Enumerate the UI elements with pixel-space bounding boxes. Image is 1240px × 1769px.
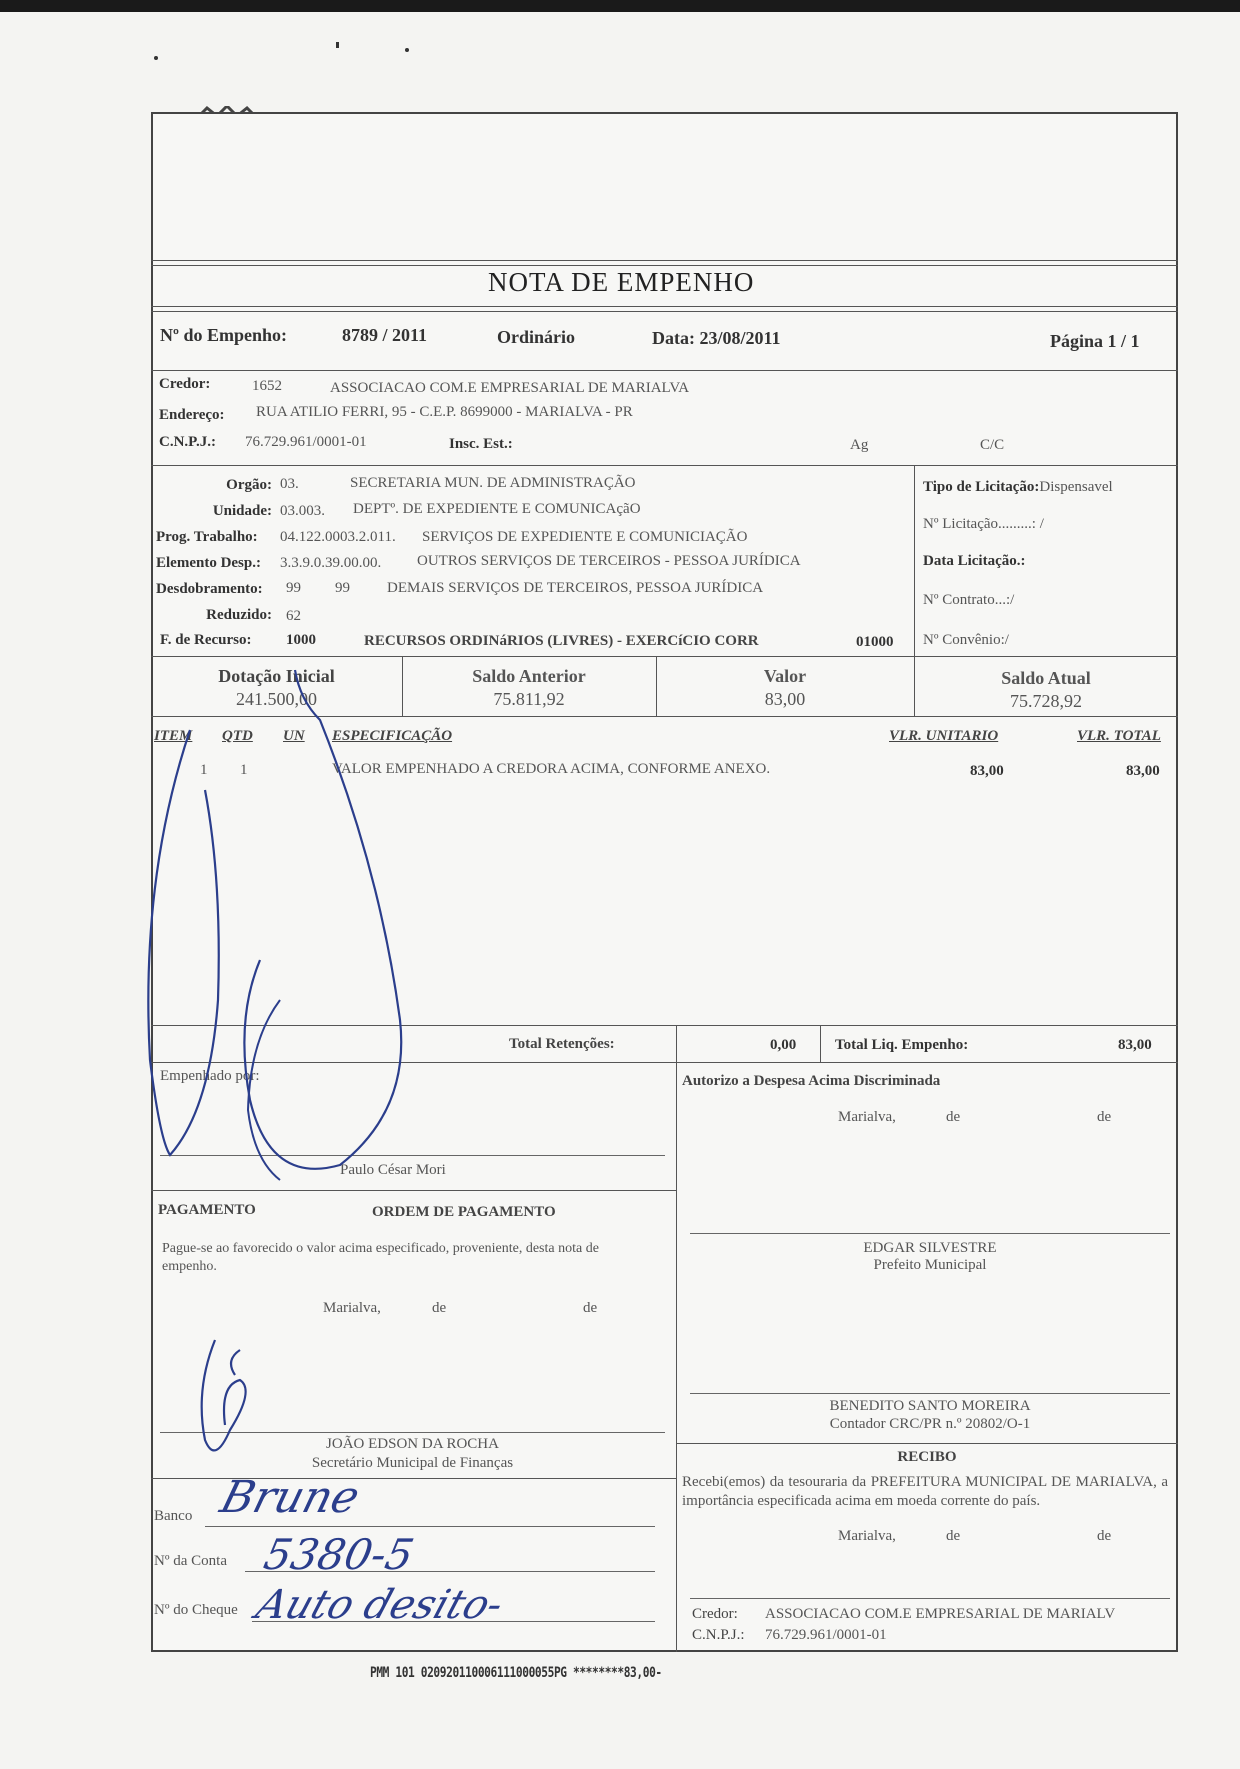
unidade-code: 03.003.: [280, 503, 325, 519]
fonte-name: RECURSOS ORDINáRIOS (LIVRES) - EXERCíCIO CORR: [364, 633, 759, 649]
secretary-title: Secretário Municipal de Finanças: [311, 1455, 514, 1471]
recibo-de2: de: [1097, 1528, 1112, 1544]
col-vlr-total: VLR. TOTAL: [1077, 728, 1161, 744]
secretary-signature: [185, 1330, 305, 1470]
orgao-code: 03.: [280, 476, 299, 492]
divider: [820, 1025, 821, 1062]
prog-label: Prog. Trabalho:: [156, 529, 258, 545]
valor-value: 83,00: [764, 689, 806, 709]
pagamento-de1: de: [432, 1300, 447, 1316]
stray-mark: [336, 42, 339, 48]
unidade-label: Unidade:: [212, 503, 272, 519]
signature-line: [690, 1393, 1170, 1394]
divider: [151, 265, 1178, 266]
divider: [676, 1443, 1178, 1444]
divider: [151, 306, 1178, 307]
mayor-title: Prefeito Municipal: [873, 1257, 987, 1273]
recibo-cnpj: 76.729.961/0001-01: [765, 1627, 887, 1643]
credor-code: 1652: [252, 378, 282, 394]
empenho-number: 8789 / 2011: [342, 325, 428, 345]
empenho-number-label: Nº do Empenho:: [160, 325, 287, 345]
signature-line: [690, 1233, 1170, 1234]
secretary-name: JOÃO EDSON DA ROCHA: [326, 1436, 499, 1452]
empenhado-label: Empenhado por:: [160, 1068, 260, 1084]
cheque-value: Auto desito-: [250, 1582, 510, 1628]
prog-name: SERVIÇOS DE EXPEDIENTE E COMUNICIAÇÃO: [422, 529, 748, 545]
divider: [676, 1025, 677, 1652]
credor-label: Credor:: [159, 376, 211, 392]
credor-name: ASSOCIACAO COM.E EMPRESARIAL DE MARIALVA: [330, 380, 690, 396]
fonte-code: 1000: [286, 632, 316, 648]
banco-value: Brune: [215, 1472, 365, 1523]
desdobramento-code2: 99: [335, 580, 350, 596]
elemento-label: Elemento Desp.:: [156, 555, 261, 571]
prog-code: 04.122.0003.2.011.: [280, 529, 396, 545]
credor-address: RUA ATILIO FERRI, 95 - C.E.P. 8699000 - MARIALVA - PR: [256, 404, 633, 420]
orgao-label: Orgão:: [226, 477, 272, 493]
signature-line: [690, 1598, 1170, 1599]
pagamento-city: Marialva,: [323, 1300, 381, 1316]
elemento-code: 3.3.9.0.39.00.00.: [280, 555, 382, 571]
col-especificacao: ESPECIFICAÇÃO: [332, 728, 453, 744]
elemento-name: OUTROS SERVIÇOS DE TERCEIROS - PESSOA JURÍDICA: [417, 553, 801, 569]
saldo-atual-value: 75.728,92: [1010, 691, 1082, 711]
total-retencoes-value: 0,00: [770, 1037, 797, 1053]
fonte-label: F. de Recurso:: [160, 632, 252, 648]
row-vlr-unitario: 83,00: [970, 763, 1004, 779]
recibo-label: RECIBO: [897, 1449, 957, 1465]
empenho-type: Ordinário: [497, 327, 576, 347]
total-liq-label: Total Liq. Empenho:: [835, 1037, 969, 1053]
fonte-number: 01000: [856, 634, 894, 650]
licitacao-data: Data Licitação.:: [923, 553, 1026, 569]
reduzido-code: 62: [286, 608, 301, 624]
col-item: ITEM: [154, 728, 193, 744]
divider: [151, 370, 1178, 371]
saldo-anterior-label: Saldo Anterior: [472, 666, 586, 686]
insc-est-label: Insc. Est.:: [449, 436, 513, 452]
recibo-credor: ASSOCIACAO COM.E EMPRESARIAL DE MARIALV: [765, 1606, 1116, 1622]
empenho-page: Página 1 / 1: [1050, 331, 1140, 351]
cc-label: C/C: [980, 437, 1005, 453]
autorizo-city: Marialva,: [838, 1109, 896, 1125]
saldo-anterior-value: 75.811,92: [493, 689, 565, 709]
ag-label: Ag: [850, 437, 869, 453]
banco-label: Banco: [154, 1508, 193, 1524]
total-liq-value: 83,00: [1118, 1037, 1152, 1053]
contrato: Nº Contrato...:/: [923, 592, 1015, 608]
stray-mark: [154, 56, 158, 60]
address-label: Endereço:: [159, 407, 225, 423]
convenio: Nº Convênio:/: [923, 632, 1009, 648]
divider: [151, 465, 1178, 466]
signature-scribble: [130, 640, 490, 1200]
conta-value: 5380-5: [259, 1530, 419, 1579]
pagamento-text: Pague-se ao favorecido o valor acima especificado, proveniente, desta nota de empenho.: [162, 1241, 599, 1274]
pagamento-de2: de: [583, 1300, 598, 1316]
desdobramento-name: DEMAIS SERVIÇOS DE TERCEIROS, PESSOA JURÍDICA: [387, 580, 764, 596]
total-retencoes-label: Total Retenções:: [509, 1036, 615, 1052]
empenhado-name: Paulo César Mori: [340, 1162, 446, 1178]
divider: [151, 311, 1178, 312]
row-qtd: 1: [240, 762, 248, 778]
autorizo-de1: de: [946, 1109, 961, 1125]
document-title: NOTA DE EMPENHO: [488, 267, 755, 297]
credor-cnpj: 76.729.961/0001-01: [245, 434, 367, 450]
mayor-name: EDGAR SILVESTRE: [863, 1240, 997, 1256]
col-un: UN: [283, 728, 305, 744]
banco-line: [205, 1526, 655, 1527]
cheque-label: Nº do Cheque: [154, 1602, 238, 1618]
unidade-name: DEPTº. DE EXPEDIENTE E COMUNICAçãO: [353, 501, 641, 517]
cnpj-label: C.N.P.J.:: [159, 434, 216, 450]
orgao-name: SECRETARIA MUN. DE ADMINISTRAÇÃO: [350, 475, 636, 491]
desdobramento-label: Desdobramento:: [156, 581, 263, 597]
recibo-credor-label: Credor:: [692, 1606, 738, 1622]
row-item: 1: [200, 762, 208, 778]
dotacao-label: Dotação Inicial: [218, 666, 335, 686]
dotacao-value: 241.500,00: [236, 689, 317, 709]
saldo-atual-label: Saldo Atual: [1001, 668, 1091, 688]
recibo-city: Marialva,: [838, 1528, 896, 1544]
accountant-title: Contador CRC/PR n.º 20802/O-1: [829, 1416, 1031, 1432]
divider: [151, 260, 1178, 261]
licitacao-tipo: [923, 479, 1113, 496]
col-vlr-unitario: VLR. UNITARIO: [889, 728, 999, 744]
autorizo-de2: de: [1097, 1109, 1112, 1125]
col-qtd: QTD: [222, 728, 253, 744]
autorizo-label: Autorizo a Despesa Acima Discriminada: [682, 1073, 941, 1089]
barcode-text: PMM 101 020920110006111000055PG ********83,00-: [370, 1665, 662, 1681]
licitacao-tipo-label: Tipo de Licitação:: [923, 479, 1040, 495]
accountant-name: BENEDITO SANTO MOREIRA: [829, 1398, 1031, 1414]
recibo-de1: de: [946, 1528, 961, 1544]
scan-top-edge: [0, 0, 1240, 12]
licitacao-numero: Nº Licitação.........: /: [923, 516, 1044, 532]
valor-label: Valor: [763, 666, 807, 686]
reduzido-label: Reduzido:: [206, 607, 272, 623]
conta-label: Nº da Conta: [154, 1553, 227, 1569]
desdobramento-code1: 99: [286, 580, 301, 596]
pagamento-label: PAGAMENTO: [158, 1202, 256, 1218]
recibo-text: Recebi(emos) da tesouraria da PREFEITURA MUNICIPAL DE MARIALVA, a importância especificada acima em moeda corrente do país.: [682, 1474, 1168, 1509]
ordem-pagamento-label: ORDEM DE PAGAMENTO: [372, 1204, 556, 1220]
row-especificacao: VALOR EMPENHADO A CREDORA ACIMA, CONFORME ANEXO.: [332, 761, 771, 777]
recibo-cnpj-label: C.N.P.J.:: [692, 1627, 745, 1643]
licitacao-tipo-value: Dispensavel: [1039, 479, 1113, 495]
row-vlr-total: 83,00: [1126, 763, 1160, 779]
empenho-date: Data: 23/08/2011: [652, 328, 781, 348]
stray-mark: [405, 48, 409, 52]
